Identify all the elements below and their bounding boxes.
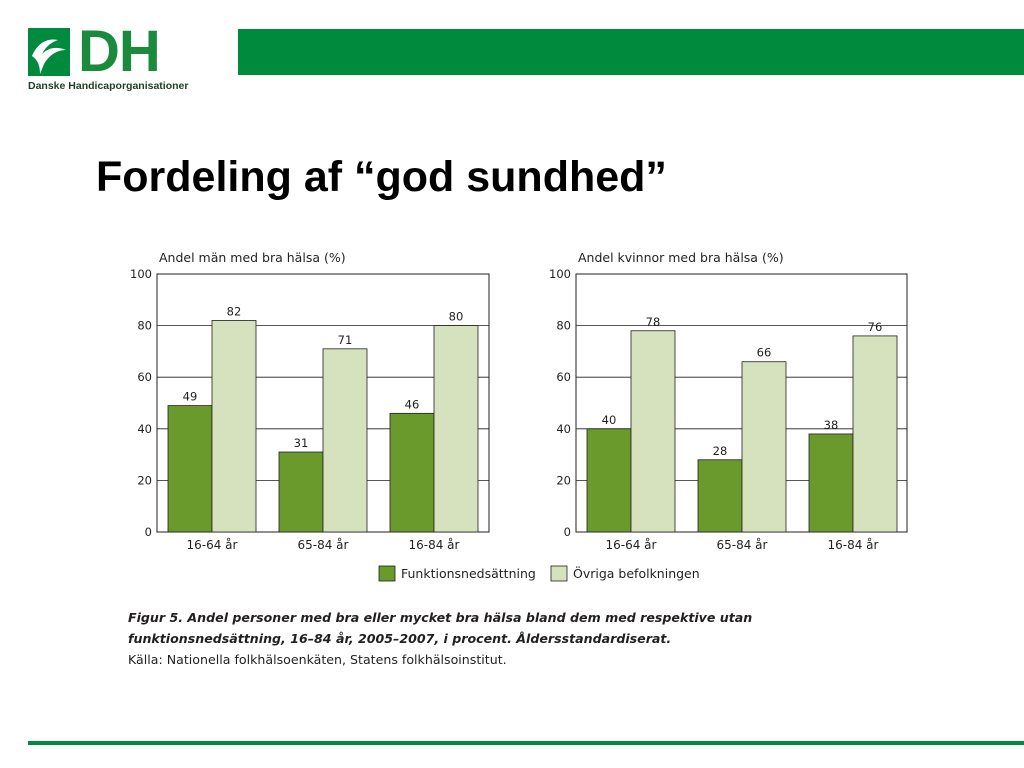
y-tick-label: 20 (137, 473, 152, 488)
data-label: 38 (823, 417, 839, 432)
legend-label: Funktionsnedsättning (401, 566, 536, 581)
y-tick-label: 0 (144, 525, 152, 539)
y-tick-label: 20 (556, 473, 571, 488)
legend (379, 565, 700, 581)
bar (279, 452, 323, 532)
data-label: 66 (756, 345, 772, 360)
chart-women (549, 250, 907, 552)
data-label: 40 (601, 412, 617, 427)
bar (390, 413, 434, 532)
legend-swatch (379, 566, 395, 581)
bar (698, 460, 742, 532)
x-tick-label: 16-84 år (408, 538, 460, 552)
bar (212, 320, 256, 532)
x-tick-label: 16-84 år (827, 538, 879, 552)
data-label: 46 (404, 397, 420, 412)
footer-line (28, 741, 1024, 745)
y-tick-label: 100 (549, 267, 571, 281)
y-tick-label: 60 (556, 370, 571, 385)
x-tick-label: 65-84 år (716, 538, 768, 552)
caption-figure-text: Figur 5. Andel personer med bra eller mycket bra hälsa bland dem med respektive utan funktionsnedsättning, 16–84 år, 2005–2007, i procent. Åldersstandardiserat. (128, 610, 753, 646)
figure-caption (128, 607, 888, 671)
y-tick-label: 60 (137, 370, 152, 385)
legend-label: Övriga befolkningen (573, 566, 700, 581)
bar (323, 349, 367, 532)
y-tick-label: 80 (556, 318, 571, 333)
caption-source-text: Källa: Nationella folkhälsoenkäten, Statens folkhälsoinstitut. (128, 652, 507, 667)
bar (631, 331, 675, 532)
data-label: 71 (337, 332, 353, 347)
data-label: 31 (293, 436, 309, 451)
data-label: 28 (712, 443, 728, 458)
x-tick-label: 16-64 år (605, 538, 657, 552)
legend-swatch (551, 566, 567, 581)
y-tick-label: 40 (137, 421, 152, 436)
bar (434, 326, 478, 532)
y-tick-label: 80 (137, 318, 152, 333)
x-tick-label: 16-64 år (186, 538, 238, 552)
data-label: 82 (226, 304, 242, 319)
chart-men (130, 250, 489, 552)
data-label: 80 (448, 309, 464, 324)
bar (742, 362, 786, 532)
chart-title: Andel män med bra hälsa (%) (159, 250, 346, 265)
bar (587, 429, 631, 532)
bar (853, 336, 897, 532)
slide-title: Fordeling af “god sundhed” (96, 153, 667, 201)
data-label: 49 (182, 389, 198, 404)
logo-subtitle: Danske Handicaporganisationer (28, 80, 189, 92)
bar (809, 434, 853, 532)
y-tick-label: 40 (556, 421, 571, 436)
y-tick-label: 100 (130, 267, 152, 281)
data-label: 76 (867, 319, 883, 334)
logo-letters: DH (78, 19, 160, 84)
x-tick-label: 65-84 år (297, 538, 349, 552)
bar (168, 406, 212, 532)
y-tick-label: 0 (563, 525, 571, 539)
chart-title: Andel kvinnor med bra hälsa (%) (578, 250, 784, 265)
data-label: 78 (645, 314, 661, 329)
